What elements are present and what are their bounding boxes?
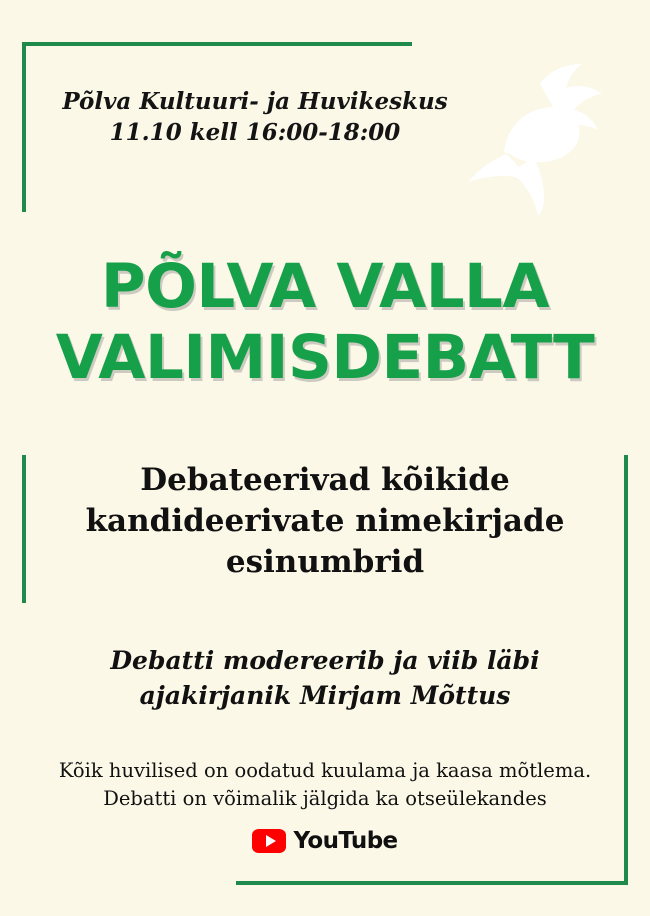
venue-line-2: 11.10 kell 16:00-18:00 bbox=[109, 119, 401, 147]
note-line-2: Debatti on võimalik jälgida ka otseülekandes bbox=[103, 786, 547, 810]
frame-line-left-middle bbox=[22, 455, 26, 603]
moderator-line-1: Debatti modereerib ja viib läbi bbox=[110, 646, 540, 675]
venue-block bbox=[40, 86, 470, 148]
note-block bbox=[20, 757, 630, 812]
moderator-block bbox=[60, 643, 590, 713]
page-title bbox=[0, 252, 650, 394]
subtitle-line-3: esinumbrid bbox=[225, 544, 425, 581]
frame-line-right-middle bbox=[624, 455, 628, 885]
frame-line-bottom bbox=[236, 881, 628, 885]
subtitle-line-1: Debateerivad kõikide bbox=[140, 462, 510, 498]
subtitle-block bbox=[45, 460, 605, 584]
youtube-play-icon bbox=[252, 829, 286, 853]
subtitle-line-2: kandideerivate nimekirjade bbox=[85, 503, 565, 540]
venue-line-1: Põlva Kultuuri- ja Huvikeskus bbox=[62, 88, 448, 115]
title-line-1: PÕLVA VALLA bbox=[100, 251, 550, 322]
youtube-badge bbox=[0, 828, 650, 854]
note-line-1: Kõik huvilised on oodatud kuulama ja kaasa mõtlema. bbox=[58, 759, 592, 782]
title-line-2: VALIMISDEBATT bbox=[55, 321, 595, 393]
frame-line-top bbox=[22, 42, 412, 46]
frame-line-left-top bbox=[22, 42, 26, 212]
youtube-label: YouTube bbox=[293, 828, 398, 854]
moderator-line-2: ajakirjanik Mirjam Mõttus bbox=[139, 681, 511, 710]
